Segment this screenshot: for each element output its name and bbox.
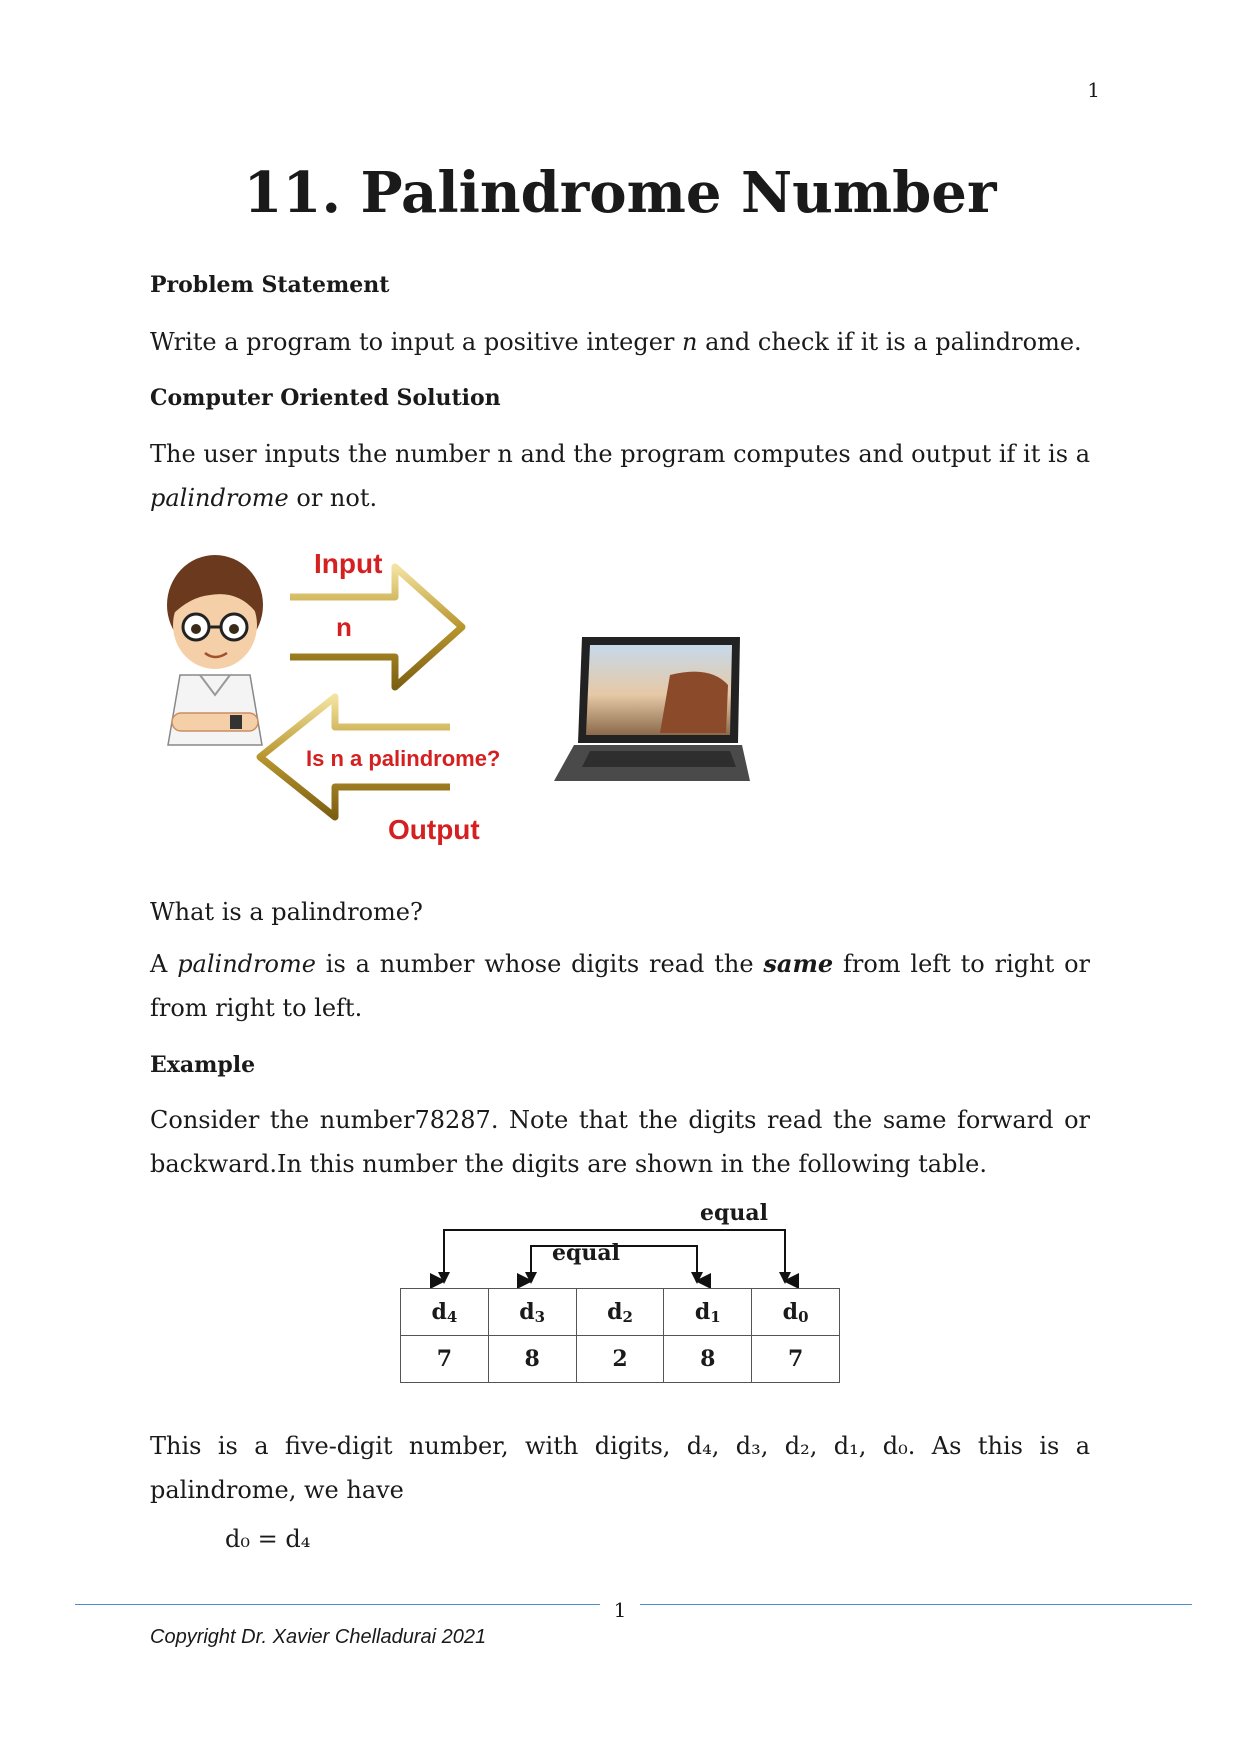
computer-solution-heading: Computer Oriented Solution [150, 385, 501, 411]
boy-cartoon-icon [167, 555, 263, 745]
example-text: Consider the number78287. Note that the digits read the same forward or backward.In this number the digits are shown in the following table. [150, 1106, 1090, 1178]
palindrome-question: What is a palindrome? [150, 898, 423, 926]
inner-equal-label: equal [552, 1240, 620, 1266]
digit-header-cell: $d_1$ [664, 1289, 752, 1336]
page-title: 11. Palindrome Number [243, 160, 997, 226]
digit-header-cell: $d_2$ [576, 1289, 664, 1336]
palindrome-definition: A palindrome is a number whose digits read the same from left to right or from right to left. [150, 949, 1090, 1022]
digit-header-cell: $d_0$ [752, 1289, 840, 1336]
example-heading: Example [150, 1052, 256, 1078]
problem-statement-heading: Problem Statement [150, 272, 390, 298]
outer-equal-label: equal [700, 1200, 768, 1226]
digit-value-cell: 2 [576, 1336, 664, 1383]
input-arrow-icon [262, 567, 462, 687]
conclusion-text: This is a five-digit number, with digits, d₄, d₃, d₂, d₁, d₀. As this is a palindrome, we have [150, 1432, 1091, 1504]
n-label: n [336, 612, 352, 642]
input-label: Input [314, 548, 383, 579]
footer-page-number: 1 [600, 1598, 640, 1622]
variable-n: n [682, 328, 698, 356]
input-output-illustration [150, 545, 750, 855]
digit-table [400, 1288, 840, 1383]
digit-value-cell: 7 [752, 1336, 840, 1383]
digit-value-row [401, 1336, 840, 1383]
equation: d₀ = d₄ [225, 1525, 311, 1553]
copyright-text: Copyright Dr. Xavier Chelladurai 2021 [150, 1626, 487, 1648]
laptop-icon [554, 637, 750, 781]
equal-arrows [400, 1200, 840, 1290]
digit-value-cell: 7 [401, 1336, 489, 1383]
question-label: Is n a palindrome? [306, 746, 501, 771]
computer-solution-text: The user inputs the number n and the program computes and output if it is a palindrome or not. [150, 440, 1090, 512]
digit-value-cell: 8 [664, 1336, 752, 1383]
output-label: Output [388, 814, 480, 845]
digit-table-figure [400, 1200, 840, 1390]
digit-header-cell: $d_3$ [488, 1289, 576, 1336]
digit-value-cell: 8 [488, 1336, 576, 1383]
page-number-top: 1 [1087, 78, 1100, 102]
digit-header-cell: $d_4$ [401, 1289, 489, 1336]
digit-header-row [401, 1289, 840, 1336]
problem-statement-text: Write a program to input a positive integer n and check if it is a palindrome. [150, 328, 1082, 356]
